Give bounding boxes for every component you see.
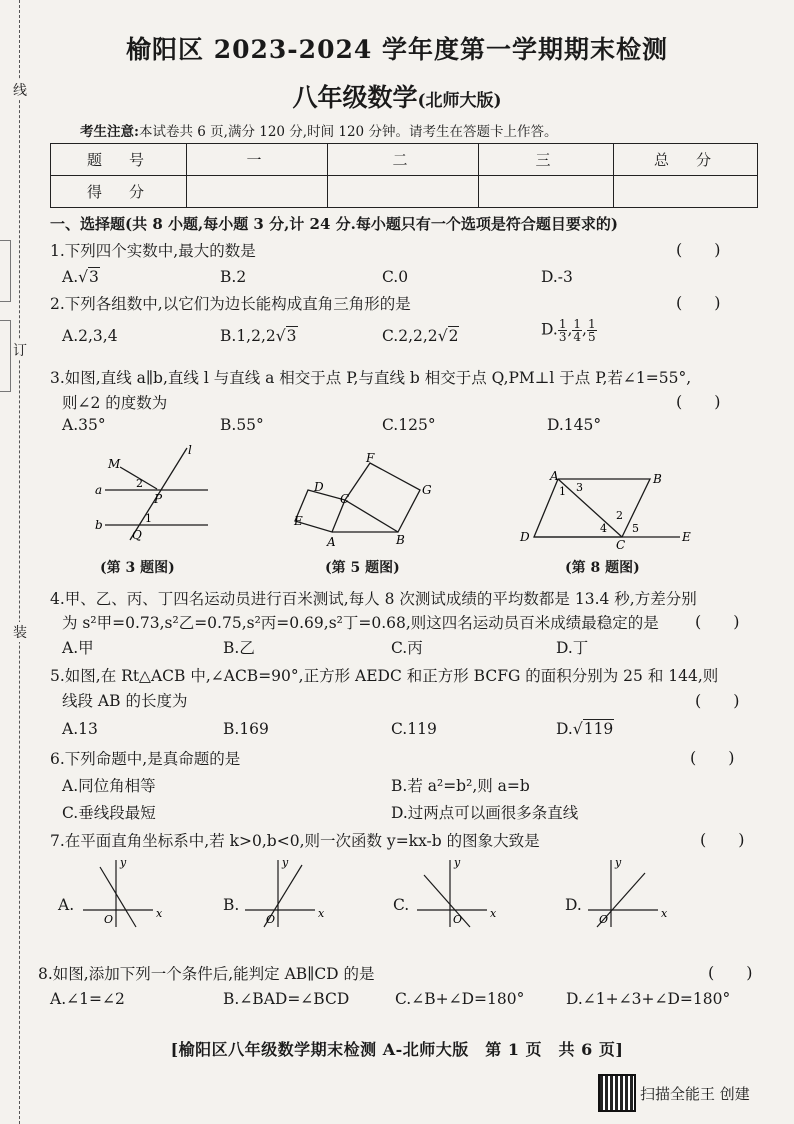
- diagonal-ac: [558, 479, 622, 537]
- q5-option-d: D.√119: [556, 720, 614, 738]
- table-cell: [479, 176, 614, 208]
- subtitle-text: 八年级数学: [292, 83, 418, 112]
- axis-y-label: y: [120, 856, 127, 869]
- answer-paren: ( ): [690, 748, 735, 767]
- q3-option-d: D.145°: [547, 416, 602, 434]
- label-G: G: [422, 483, 432, 497]
- fraction: $\frac{1}{4}$: [573, 317, 582, 344]
- q2-option-c: C.2,2,2√2: [382, 327, 459, 345]
- label-E: E: [294, 514, 303, 528]
- label-A: A: [327, 535, 336, 549]
- label-D: D: [520, 530, 530, 544]
- notice-text: 本试卷共 6 页,满分 120 分,时间 120 分钟。请考生在答题卡上作答。: [138, 124, 558, 140]
- q3-option-c: C.125°: [382, 416, 436, 434]
- function-line: [424, 875, 470, 927]
- q7-graph-b: [240, 855, 330, 930]
- axis-y-label: y: [282, 856, 289, 869]
- origin-label: O: [453, 913, 463, 926]
- qr-code-icon: [598, 1074, 636, 1112]
- label-B: B: [396, 533, 405, 547]
- q1-option-d: D.-3: [541, 268, 573, 286]
- table-cell: 一: [187, 144, 328, 176]
- q7-option-a: A.: [58, 896, 75, 914]
- option-label: D.: [556, 720, 573, 738]
- question-6-stem: 6.下列命题中,是真命题的是: [50, 750, 241, 768]
- q1-option-a: A.√3: [62, 268, 99, 286]
- label-A: A: [550, 469, 559, 483]
- score-table: [50, 143, 758, 208]
- axis-x-label: x: [490, 907, 497, 920]
- table-cell: [187, 176, 328, 208]
- question-3-stem-cont: 则∠2 的度数为: [62, 394, 168, 412]
- q1-option-b: B.2: [220, 268, 247, 286]
- q5-option-b: B.169: [223, 720, 269, 738]
- q2-option-b: B.1,2,2√3: [220, 327, 297, 345]
- q4-option-a: A.甲: [62, 639, 94, 657]
- q7-option-b: B.: [223, 896, 240, 914]
- answer-paren: ( ): [676, 392, 721, 411]
- axis-y-label: y: [454, 856, 461, 869]
- fraction: $\frac{1}{3}$: [558, 317, 567, 344]
- table-row: [51, 176, 758, 208]
- label-angle-1: 1: [145, 512, 152, 525]
- answer-paren: ( ): [676, 293, 721, 312]
- q7-option-c: C.: [393, 896, 410, 914]
- fraction: $\frac{1}{5}$: [587, 317, 596, 344]
- question-5-stem-cont: 线段 AB 的长度为: [62, 692, 188, 710]
- figure-3-caption: (第 3 题图): [100, 560, 175, 576]
- table-cell: [328, 176, 479, 208]
- label-B: B: [653, 472, 662, 486]
- page-title: 榆阳区 2023-2024 学年度第一学期期末检测: [126, 35, 668, 64]
- section-title: 一、选择题(共 8 小题,每小题 3 分,计 24 分.每小题只有一个选项是符合题目要求的): [50, 215, 618, 233]
- question-3-stem: 3.如图,直线 a∥b,直线 l 与直线 a 相交于点 P,与直线 b 相交于点 Q,PM⊥l 于点 P,若∠1=55°,: [50, 369, 692, 387]
- q5-option-c: C.119: [391, 720, 437, 738]
- radicand: 3: [286, 327, 297, 345]
- q8-option-a: A.∠1=∠2: [50, 990, 125, 1008]
- figure-8-caption: (第 8 题图): [565, 560, 640, 576]
- option-label: D.: [541, 320, 558, 339]
- table-cell: 题 号: [51, 144, 187, 176]
- origin-label: O: [104, 913, 114, 926]
- q4-option-b: B.乙: [223, 639, 255, 657]
- label-b: b: [95, 518, 103, 532]
- q8-option-c: C.∠B+∠D=180°: [395, 990, 525, 1008]
- label-angle-2: 2: [136, 477, 143, 490]
- origin-label: O: [599, 913, 609, 926]
- label-angle-5: 5: [632, 522, 639, 535]
- binding-tab: [0, 240, 11, 302]
- exam-notice: [80, 120, 557, 140]
- answer-paren: ( ): [695, 612, 740, 631]
- label-angle-4: 4: [600, 522, 607, 535]
- binding-label-zhuang: 装: [12, 622, 28, 642]
- table-cell: 得 分: [51, 176, 187, 208]
- q6-option-a: A.同位角相等: [62, 777, 156, 795]
- q3-option-b: B.55°: [220, 416, 264, 434]
- label-Q: Q: [132, 528, 142, 542]
- option-label: B.1,2,2: [220, 327, 276, 345]
- table-cell: 二: [328, 144, 479, 176]
- answer-paren: ( ): [700, 830, 745, 849]
- table-cell: 三: [479, 144, 614, 176]
- label-P: P: [154, 492, 163, 506]
- page-footer: [榆阳区八年级数学期末检测 A-北师大版 第 1 页 共 6 页]: [170, 1040, 624, 1059]
- table-cell: [614, 176, 758, 208]
- q2-option-a: A.2,3,4: [62, 327, 118, 345]
- notice-label: 考生注意:: [80, 124, 139, 140]
- binding-label-ding: 订: [12, 340, 28, 360]
- label-angle-3: 3: [576, 481, 583, 494]
- q5-option-a: A.13: [62, 720, 98, 738]
- label-D: D: [314, 480, 324, 494]
- q7-graph-a: [78, 855, 168, 930]
- square-bcfg: [345, 463, 420, 532]
- question-4-stem: 4.甲、乙、丙、丁四名运动员进行百米测试,每人 8 次测试成绩的平均数都是 13.4 秒,方差分别: [50, 590, 697, 608]
- label-F: F: [366, 451, 375, 465]
- radicand: 2: [448, 327, 459, 345]
- q1-option-c: C.0: [382, 268, 409, 286]
- q3-option-a: A.35°: [62, 416, 106, 434]
- q2-option-d: D. $\frac{1}{3}$ , $\frac{1}{4}$ , $\frac{1}{5}$: [541, 317, 596, 344]
- question-4-stem-cont: 为 s²甲=0.73,s²乙=0.75,s²丙=0.69,s²丁=0.68,则这四名运动员百米成绩最稳定的是: [62, 614, 659, 632]
- radicand: 3: [89, 268, 99, 286]
- edition-text: (北师大版): [417, 91, 502, 111]
- option-label: C.2,2,2: [382, 327, 438, 345]
- label-a: a: [95, 483, 103, 497]
- answer-paren: ( ): [676, 240, 721, 259]
- q6-option-c: C.垂线段最短: [62, 804, 156, 822]
- axis-x-label: x: [156, 907, 163, 920]
- q6-option-b: B.若 a²=b²,则 a=b: [391, 777, 530, 795]
- figure-5-caption: (第 5 题图): [325, 560, 400, 576]
- figure-5: [290, 450, 440, 550]
- q7-graph-c: [412, 855, 502, 930]
- figure-8: [510, 465, 695, 550]
- page-subtitle: [0, 78, 794, 114]
- q4-option-d: D.丁: [556, 639, 589, 657]
- binding-margin: [12, 0, 28, 1124]
- answer-paren: ( ): [708, 963, 753, 982]
- answer-paren: ( ): [695, 691, 740, 710]
- axis-x-label: x: [318, 907, 325, 920]
- label-C: C: [616, 538, 626, 550]
- q7-graph-d: [583, 855, 673, 930]
- figure-3: [90, 440, 225, 545]
- label-angle-1: 1: [559, 485, 566, 498]
- table-row: [51, 144, 758, 176]
- question-7-stem: 7.在平面直角坐标系中,若 k>0,b<0,则一次函数 y=kx-b 的图象大致是: [50, 832, 540, 850]
- q8-option-b: B.∠BAD=∠BCD: [223, 990, 350, 1008]
- axis-y-label: y: [615, 856, 622, 869]
- binding-dashed-line: [19, 0, 21, 1124]
- scanner-watermark: 扫描全能王 创建: [640, 1085, 750, 1103]
- question-5-stem: 5.如图,在 Rt△ACB 中,∠ACB=90°,正方形 AEDC 和正方形 BCFG 的面积分别为 25 和 144,则: [50, 667, 719, 685]
- q7-option-d: D.: [565, 896, 582, 914]
- q6-option-d: D.过两点可以画很多条直线: [391, 804, 579, 822]
- axis-x-label: x: [661, 907, 668, 920]
- radicand: 119: [583, 720, 614, 738]
- option-label: A.: [62, 268, 79, 286]
- label-E: E: [682, 530, 691, 544]
- binding-tab: [0, 320, 11, 392]
- label-C: C: [340, 492, 350, 506]
- question-1-stem: 1.下列四个实数中,最大的数是: [50, 242, 256, 260]
- origin-label: O: [266, 913, 276, 926]
- question-2-stem: 2.下列各组数中,以它们为边长能构成直角三角形的是: [50, 295, 411, 313]
- question-8-stem: 8.如图,添加下列一个条件后,能判定 AB∥CD 的是: [38, 965, 375, 983]
- q8-option-d: D.∠1+∠3+∠D=180°: [566, 990, 731, 1008]
- label-l: l: [188, 443, 192, 457]
- label-M: M: [108, 457, 121, 471]
- label-angle-2: 2: [616, 509, 623, 522]
- q4-option-c: C.丙: [391, 639, 423, 657]
- table-cell: 总 分: [614, 144, 758, 176]
- binding-label-xian: 线: [12, 80, 28, 100]
